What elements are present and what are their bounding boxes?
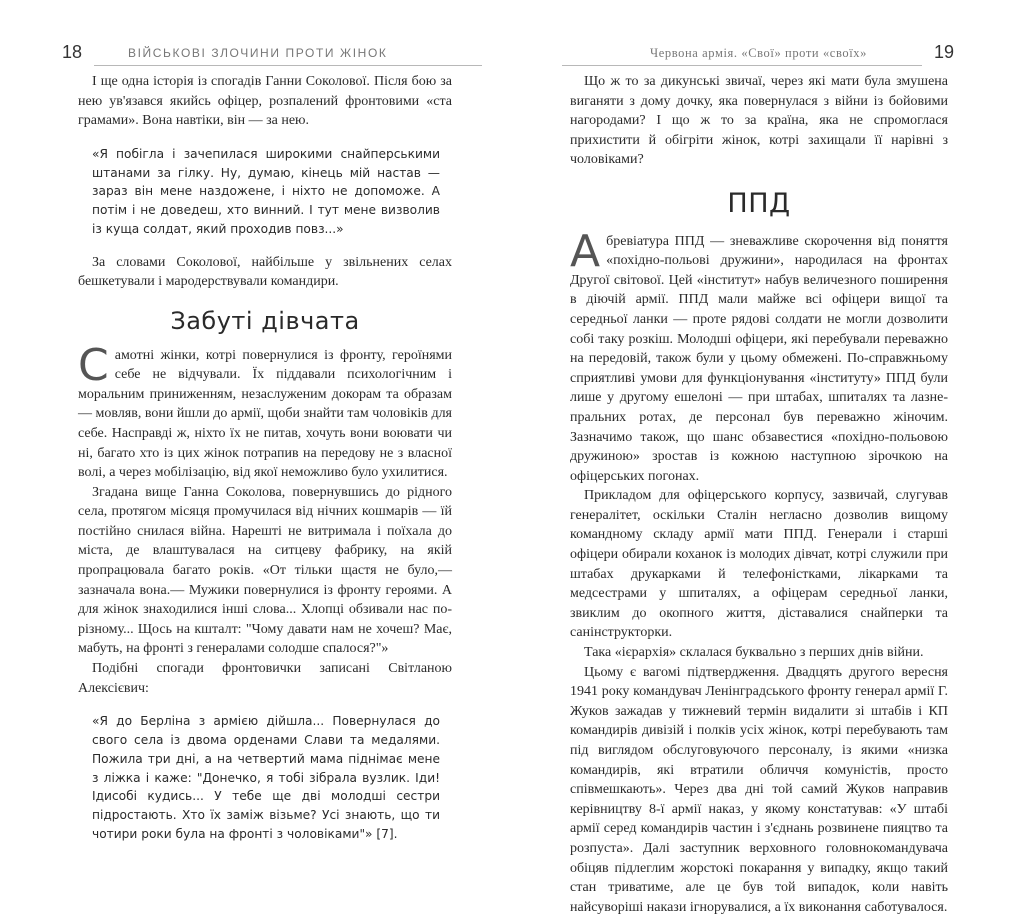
right-page (512, 0, 1024, 915)
running-head: Червона армія. «Свої» проти «своїх» (650, 46, 867, 60)
paragraph: Подібні спогади фронтовички записані Світланою Алексієвич: (78, 661, 452, 696)
page-number: 18 (62, 42, 83, 62)
block-quote (92, 712, 440, 844)
text-column (78, 72, 452, 858)
paragraph: Що ж то за дикунські звичаї, через які мати була змушена виганяти з дому дочку, яка повернулася з війни із бойовими нагородами? І що ж то за країна, яка не спромоглася прихистити й обігріти жінок, котрі захищали її нарівні з чоловіками? (570, 74, 948, 168)
paragraph: І ще одна історія із спогадів Ганни Соколової. Після бою за нею ув'язався якийсь офіцер, розпалений фронтовими «ста грамами». Вона навтіки, він — за нею. (78, 74, 452, 129)
header-rule (562, 65, 922, 66)
quote-text: «Я до Берліна з армією дійшла... Повернулася до свого села із двома орденами Слави та медалями. Пожила три дні, а на четвертий мама піднімає мене з ліжка і каже: "Донечко, я тобі зібрала вузлик. Іди! Ідисобі кудись... У тебе ще дві молодші сестри підростають. Хто їх заміж візьме? Усі знають, що ти чотири роки була на фронті з чоловіками"» [7]. (92, 714, 440, 842)
paragraph: Цьому є вагомі підтвердження. Двадцять другого вересня 1941 року командувач Ленінградського фронту генерал армії Г. Жуков зажадав у тижневий термін видалити зі штабів і КП командирів дивізій і полків усіх жінок, котрі перебувають там під виглядом обслуговуючого персоналу, із якими «низка командирів, які втратили обличчя комуністів, просто співмешкають». Через два дні той самий Жуков направив керівництву 8-ї армії наказ, у якому констатував: «У штабі армії серед командирів частин і з'єднань розвинене пияцтво та розпуста». Далі заступник верховного головнокомандувача обіцяв підлеглим жорстокі покарання у випадку, якщо такий стан триватиме, але це був той випадок, коли навіть найсуворіші накази ігнорувалися, а їх виконання саботувалося. (570, 664, 948, 915)
drop-cap: С (78, 339, 109, 391)
header-rule (94, 65, 482, 66)
paragraph: Така «ієрархія» склалася буквально з перших днів війни. (584, 645, 924, 661)
paragraph-with-dropcap (78, 339, 452, 483)
paragraph-text: бревіатура ППД — зневажливе скорочення від поняття «похідно-польові дружини», народилася на фронтах Другої світової. Цей «інститут» набув величезного поширення в діючій армії. ППД мали майже всі офіцери вищої та середньої ланки — проте рядові солдати не могли дозволити собі таку розкіш. Молодші офіцери, які перебували переважно на передовій, також були у цьому обмежені. По-справжньому сприятливі умови для функціонування «інституту» ППД були лише у другому ешелоні — при штабах, шпиталях та лазне-пральних ротах, де персонал був переважно жіночим. Зазначимо також, що шанс обзавестися «похідно-польовою дружиною» зростав із кожною наступною зірочкою на офіцерських погонах. (570, 233, 948, 484)
left-page (0, 0, 512, 842)
paragraph-text: амотні жінки, котрі повернулися із фронту, героїнями себе не відчували. Їх піддавали психологічним і моральним приниженням, незаслуженим докорам та образам — мовляв, вони йшли до армії, щоби знайти там чоловіків для себе. Насправді ж, ніхто їх не питав, хочуть вони воювати чи ні, багато хто із цих жінок потрапив на передову не з власної волі, а через мобілізацію, від якої неможливо було ухилитися. (78, 347, 452, 481)
running-head: ВІЙСЬКОВІ ЗЛОЧИНИ ПРОТИ ЖІНОК (128, 46, 388, 60)
paragraph: Прикладом для офіцерського корпусу, зазвичай, слугував генералітет, оскільки Сталін негласно дозволив вищому командному складу армії мати ППД. Генерали і старші офіцери обирали коханок із молодих дівчат, котрі служили при штабах друкарками й телефоністками, лікарками та медсестрами у шпиталях, а офіцерам середньої ланки, звиклим до окопного життя, діставалися снайперки та санінструкторки. (570, 488, 948, 641)
section-heading: ППД (727, 187, 791, 219)
paragraph-with-dropcap (570, 225, 948, 487)
drop-cap: А (570, 225, 601, 277)
text-column (570, 72, 948, 917)
quote-text: «Я побігла і зачепилася широкими снайперськими штанами за гілку. Ну, думаю, кінець мій настав — зараз він мене наздожене, і ніхто не допоможе. А потім і не доведеш, хто винний. І тут мене визволив із куща солдат, який проходив повз...» (92, 146, 440, 236)
section-heading: Забуті дівчата (170, 306, 360, 335)
paragraph: Згадана вище Ганна Соколова, повернувшись до рідного села, протягом місяця промучилася від нічних кошмарів — їй постійно снилася війна. Нарешті не витримала і поїхала до міста, де влаштувалася на ситцеву фабрику, на якій пропрацювала багато років. «От тільки щастя не було,— зазначала вона.— Мужики повернулися із фронту героями. А для жінок знаходилися інші слова... Хлопці обзивали нас по-різному... Щось на кшталт: "Чому давати нам не хочеш? Має, мабуть, на фронті з генералами солодше спалося?"» (78, 484, 452, 657)
paragraph: За словами Соколової, найбільше у звільнених селах бешкетували і мародерствували командири. (78, 254, 452, 290)
page-number: 19 (934, 42, 955, 62)
block-quote (92, 145, 440, 239)
